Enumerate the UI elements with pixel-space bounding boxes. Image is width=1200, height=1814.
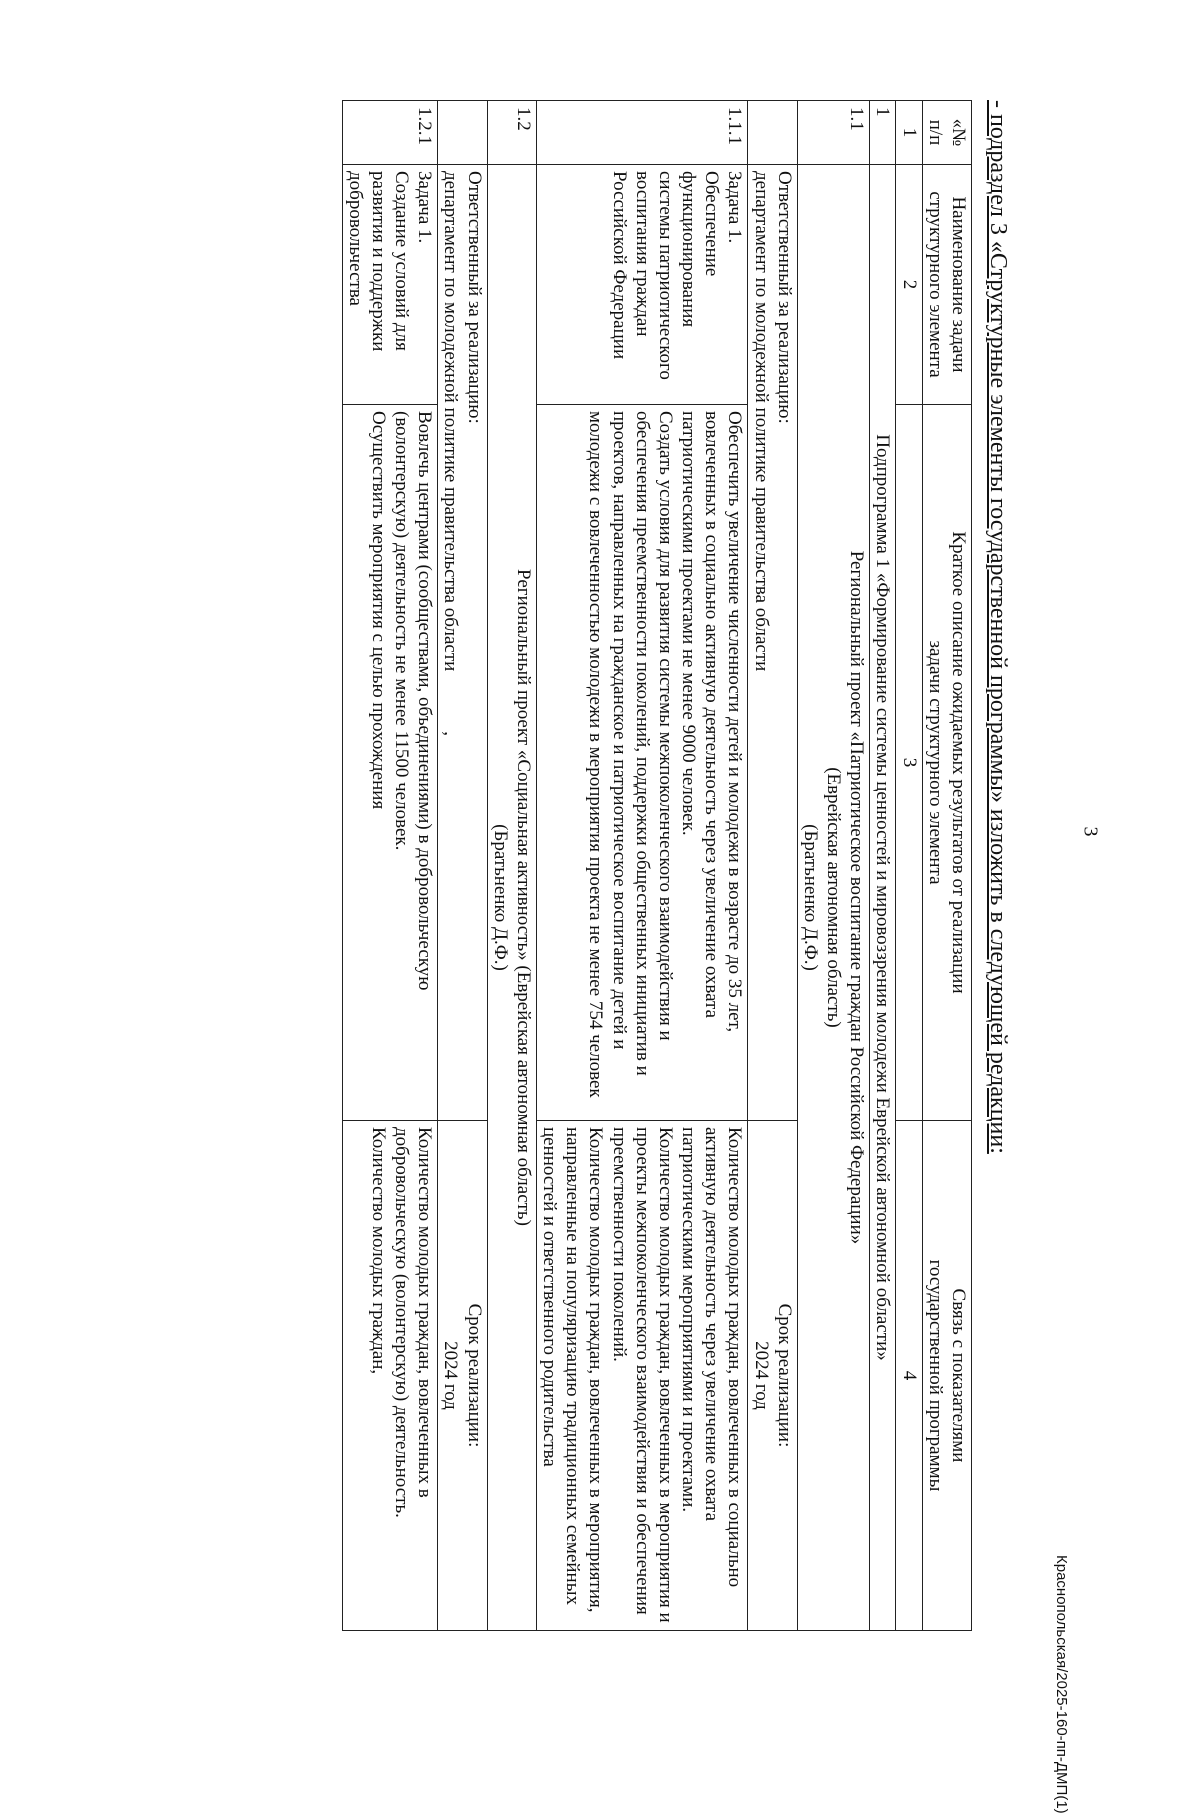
project-1-term <box>748 1121 797 1631</box>
subprogram-title: Подпрограмма 1 «Формирование системы ценностей и мировоззрения молодежи Еврейской автономной области» <box>870 165 896 1631</box>
footer-doc-id: Краснопольская/2025-160-пп-ДМП(1) <box>1053 1555 1070 1814</box>
rotated-sheet <box>60 100 1020 1630</box>
col-number-4: 4 <box>896 1121 922 1631</box>
responsible-department-text: департамент по молодежной политике правительства области <box>440 171 462 672</box>
task-indicators: Количество молодых граждан, вовлеченных в социально активную деятельность через увеличение охвата патриотическими мероприятиями и проектами. Количество молодых граждан, вовлеченных в мероприятия и проекты межпоколенческого взаимодействия и обеспечения преемственности поколений. Количество молодых граждан, вовлеченных в мероприятия, направленные на популяризацию традиционных семейных ценностей и ответственного родительства <box>536 1121 748 1631</box>
task-name: Задача 1. Создание условий для развития и поддержки добровольчества <box>342 165 438 405</box>
header-indicators: Связь с показателями государственной программы <box>922 1121 971 1631</box>
empty-cell <box>438 101 487 165</box>
task-name: Задача 1. Обеспечение функционирования системы патриотического воспитания граждан Российской Федерации <box>536 165 748 405</box>
responsible-label: Ответственный за реализацию: <box>463 171 485 424</box>
subprogram-row <box>870 101 896 1631</box>
task-number: 1.1.1 <box>536 101 748 165</box>
project-1-title: Региональный проект «Патриотическое воспитание граждан Российской Федерации» (Еврейская автономная область) (Братьненко Д.Ф.) <box>797 165 870 1631</box>
task-results-part-2: Осуществить мероприятия с целью прохождения <box>367 411 389 810</box>
subprogram-number: 1 <box>870 101 896 165</box>
task-number: 1.2.1 <box>342 101 438 165</box>
structural-elements-table <box>342 100 972 1631</box>
stray-mark: , <box>440 731 462 737</box>
task-indicators <box>342 1121 438 1631</box>
project-1-row <box>797 101 870 1631</box>
task-indicators-part-1: Количество молодых граждан, вовлеченных в добровольческую (волонтерскую) деятельность. <box>391 1127 436 1518</box>
responsible-department <box>439 171 462 1114</box>
term-label: Срок реализации: <box>463 1303 485 1448</box>
project-1-responsible <box>748 165 797 1121</box>
task-1-1-1-row <box>536 101 748 1631</box>
project-2-responsible <box>438 165 487 1121</box>
header-number: «№ п/п <box>922 101 971 165</box>
project-2-number: 1.2 <box>487 101 536 165</box>
project-1-number: 1.1 <box>797 101 870 165</box>
responsible-department: департамент по молодежной политике правительства области <box>750 171 772 672</box>
term-label: Срок реализации: <box>773 1303 795 1448</box>
section-heading: - подраздел 3 «Структурные элементы государственной программы» изложить в следующей редакции: <box>985 100 1011 1154</box>
task-1-2-1-row <box>342 101 438 1631</box>
column-number-row <box>896 101 922 1631</box>
project-2-row <box>487 101 536 1631</box>
project-1-responsible-row <box>748 101 797 1631</box>
col-number-1: 1 <box>896 101 922 165</box>
page-number: 3 <box>1079 826 1102 837</box>
header-task-name: Наименование задачи структурного элемента <box>922 165 971 405</box>
empty-cell <box>748 101 797 165</box>
task-results: Обеспечить увеличение численности детей и молодежи в возрасте до 35 лет, вовлеченных в социально активную деятельность через увеличение охвата патриотическими проектами не менее 9000 человек. Создать условия для развития системы межпоколенческого взаимодействия и обеспечения преемственности поколений, поддержки общественных инициатив и проектов, направленных на гражданское и патриотическое воспитание детей и молодежи с вовлеченностью молодежи в мероприятия проекта не менее 754 человек <box>536 405 748 1121</box>
term-value: 2024 год <box>750 1341 772 1410</box>
task-indicators-part-2: Количество молодых граждан, <box>367 1127 389 1375</box>
term-value: 2024 год <box>440 1341 462 1410</box>
project-2-responsible-row <box>438 101 487 1631</box>
responsible-label: Ответственный за реализацию: <box>773 171 795 424</box>
project-2-term <box>438 1121 487 1631</box>
task-results-part-1: Вовлечь центрами (сообществами, объединениями) в добровольческую (волонтерскую) деятельность не менее 11500 человек. <box>391 411 436 991</box>
header-results: Краткое описание ожидаемых результатов от реализации задачи структурного элемента <box>922 405 971 1121</box>
project-2-title: Региональный проект «Социальная активность» (Еврейская автономная область) (Братьненко Д.Ф.) <box>487 165 536 1631</box>
table-header-row <box>922 101 971 1631</box>
task-results <box>342 405 438 1121</box>
col-number-3: 3 <box>896 405 922 1121</box>
col-number-2: 2 <box>896 165 922 405</box>
